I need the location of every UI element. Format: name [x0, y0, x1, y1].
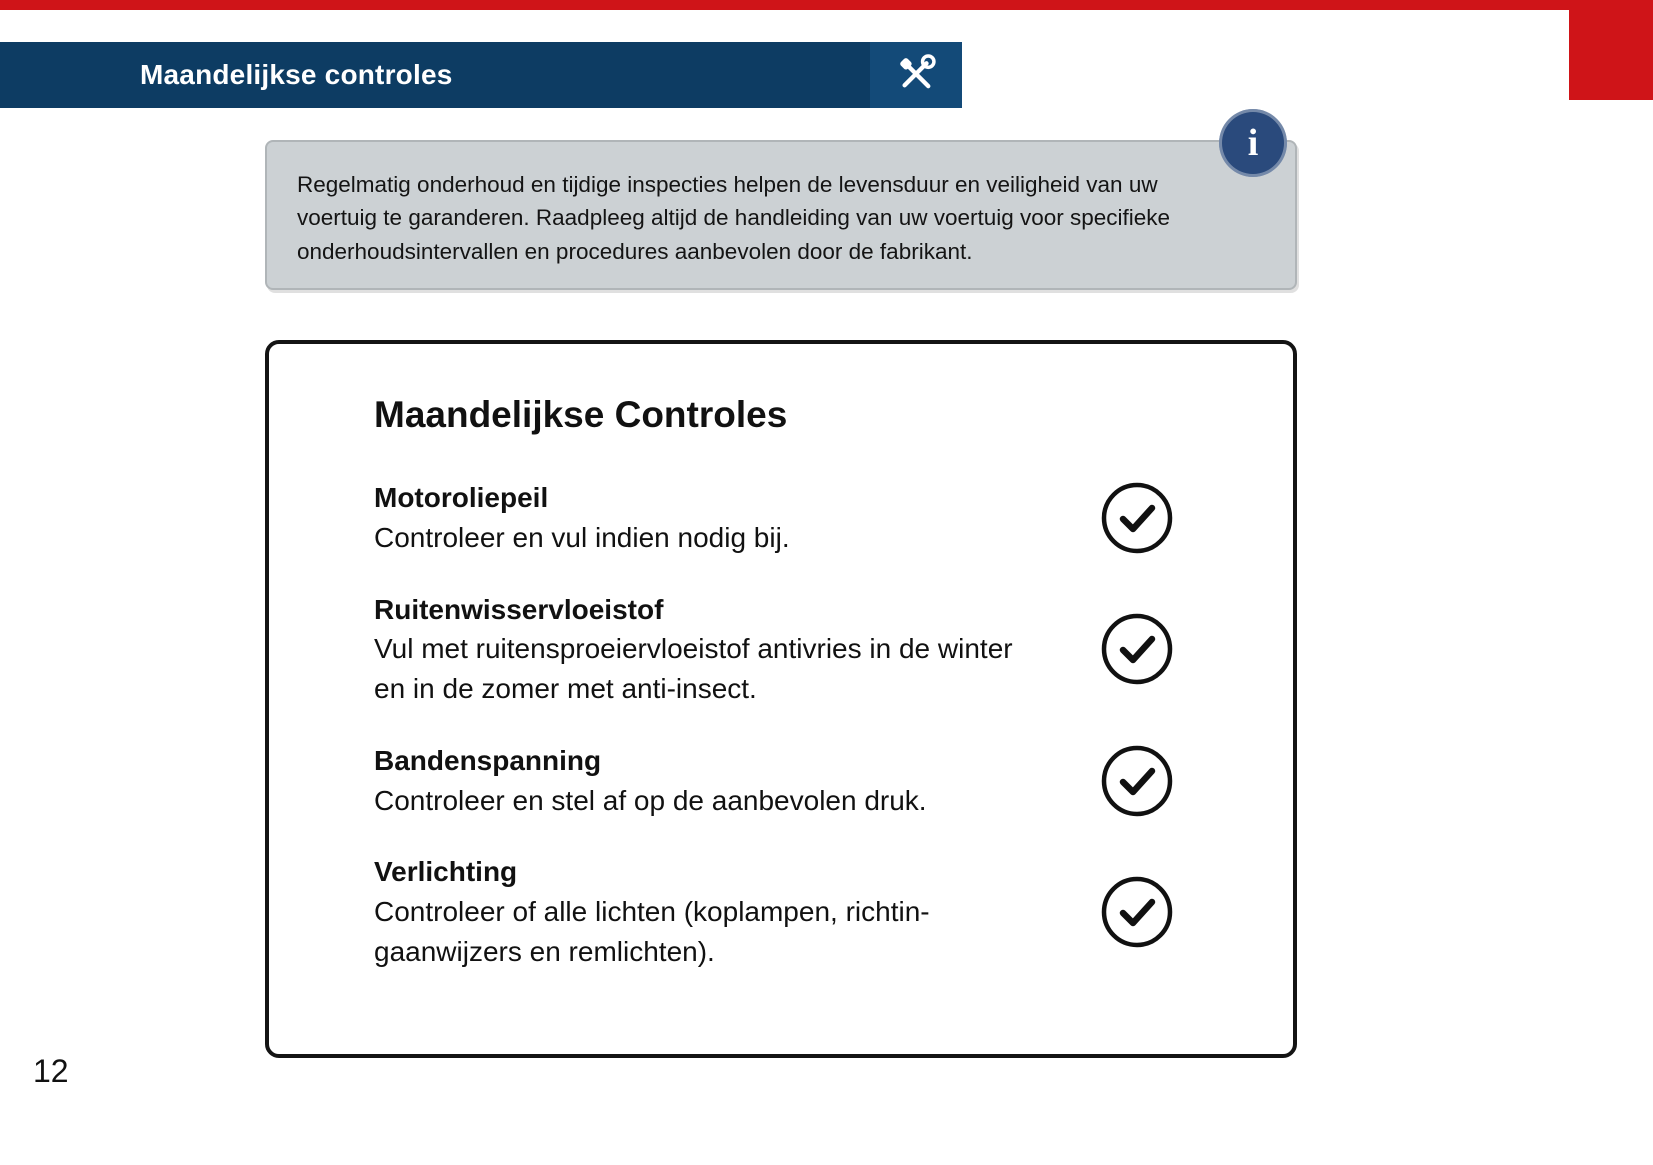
- item-text: [374, 478, 1034, 558]
- checklist-item-oil: [374, 478, 1175, 558]
- item-text: [374, 590, 1034, 709]
- tools-icon-box: [870, 42, 962, 108]
- maintenance-info-box: [265, 140, 1297, 290]
- item-label: Bandenspanning: [374, 744, 602, 776]
- checklist-item-tire-pressure: [374, 741, 1175, 821]
- item-text: [374, 852, 1034, 971]
- check-icon: [1099, 480, 1175, 556]
- item-description: Vul met ruitensproeiervloeistof antivries in de winter en in de zomer met anti-insect.: [374, 633, 1013, 704]
- checklist-item-washer-fluid: [374, 590, 1175, 709]
- section-header-bar: [0, 42, 962, 108]
- check-icon: [1099, 743, 1175, 819]
- item-text: [374, 741, 1034, 821]
- tools-icon: [895, 52, 937, 99]
- item-description: Controleer of alle lichten (koplampen, richtin-gaanwijzers en remlichten).: [374, 896, 930, 967]
- checklist-title: Maandelijkse Controles: [374, 394, 788, 435]
- maintenance-info-text: Regelmatig onderhoud en tijdige inspecties helpen de levensduur en veiligheid van uw voertuig te garanderen. Raadpleeg altijd de handleiding van uw voertuig voor specifieke onderhoudsintervallen en procedures aanbevolen door de fabrikant.: [297, 172, 1171, 264]
- item-label: Motoroliepeil: [374, 482, 549, 513]
- monthly-checks-panel: [265, 340, 1297, 1058]
- page-number: 12: [33, 1053, 69, 1089]
- section-title: Maandelijkse controles: [140, 59, 453, 90]
- check-icon: [1099, 874, 1175, 950]
- item-description: Controleer en stel af op de aanbevolen druk.: [374, 784, 927, 816]
- top-red-accent: [0, 0, 1653, 10]
- check-icon: [1099, 611, 1175, 687]
- info-icon: [1219, 109, 1287, 177]
- info-icon-glyph: i: [1247, 122, 1259, 164]
- item-label: Verlichting: [374, 856, 518, 888]
- checklist-item-lights: [374, 852, 1175, 971]
- item-label: Ruitenwisservloeistof: [374, 593, 664, 625]
- item-description: Controleer en vul indien nodig bij.: [374, 521, 790, 553]
- corner-red-accent: [1569, 0, 1653, 100]
